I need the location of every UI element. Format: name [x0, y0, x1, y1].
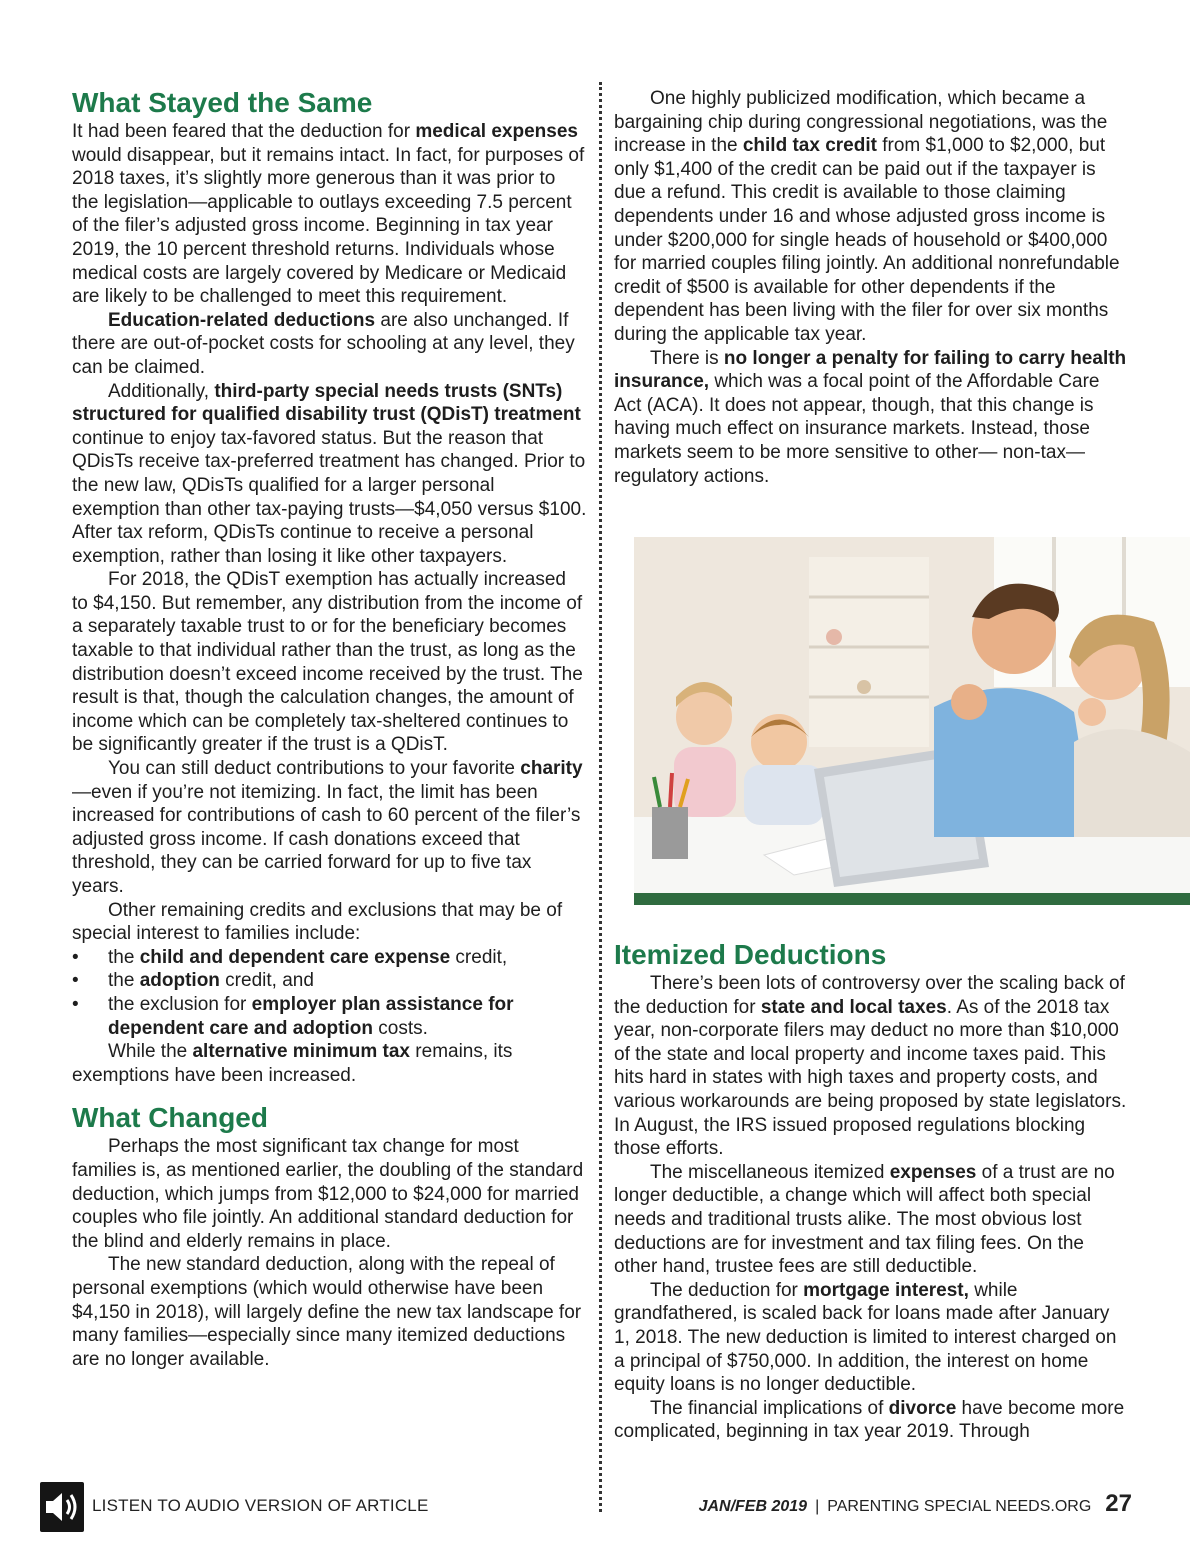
family-photo-icon: [634, 537, 1190, 905]
page-footer: [699, 1490, 1132, 1518]
page-number: 27: [1105, 1490, 1132, 1517]
paragraph-other-credits: Other remaining credits and exclusions that may be of special interest to families include:: [72, 899, 563, 945]
audio-speaker-button[interactable]: [40, 1482, 84, 1532]
paragraph-mortgage-interest: The deduction for mortgage interest, while grandfathered, is scaled back for loans made after January 1, 2018. The new deduction is limited to interest charged on a principal of $750,000. In addition, the interest on home equity loans is no longer deductible.: [614, 1279, 1117, 1396]
right-column-bottom: [614, 938, 1129, 1444]
column-divider: [599, 82, 602, 1512]
list-item: • the exclusion for employer plan assistance for dependent care and adoption costs.: [72, 993, 514, 1039]
paragraph-divorce: The financial implications of divorce have become more complicated, beginning in tax year 2019. Through: [614, 1397, 1125, 1443]
paragraph-salt: There’s been lots of controversy over the scaling back of the deduction for state and local taxes. As of the 2018 tax year, non-corporate filers may deduct no more than $10,000 of the state and local property and income taxes paid. This hits hard in states with high taxes and property costs, and various workarounds are being proposed by state legislators. In August, the IRS issued proposed regulations blocking those efforts.: [614, 973, 1127, 1160]
paragraph-snt: Additionally, third-party special needs trusts (SNTs) structured for qualified disability trust (QDisT) treatment continue to enjoy tax-favored status. But the reason that QDisTs receive tax-preferred treatment has changed. Prior to the new law, QDisTs qualified for a larger personal exemption than other tax-paying trusts—$4,050 versus $100. After tax reform, QDisTs continue to receive a personal exemption, rather than losing it like other taxpayers.: [72, 380, 587, 567]
issue-date: JAN/FEB 2019: [698, 1498, 808, 1515]
paragraph-trust-expenses: The miscellaneous itemized expenses of a trust are no longer deductible, a change which will affect both special needs and traditional trusts alike. The most obvious lost deductions are for investment and tax filing fees. On the other hand, trustee fees are still deductible.: [614, 1161, 1115, 1278]
right-column-top: [614, 87, 1129, 488]
paragraph-health-insurance: There is no longer a penalty for failing to carry health insurance, which was a focal point of the Affordable Care Act (ACA). It does not appear, though, that this change is having much effect on insurance markets. Instead, those markets seem to be more sensitive to other— non-tax— regulatory actions.: [614, 347, 1127, 487]
paragraph-qdist-2018: For 2018, the QDisT exemption has actually increased to $4,150. But remember, any distribution from the income of a separately taxable trust to or for the beneficiary becomes taxable to that individual rather than the trust, as long as the distribution doesn’t exceed income received by the trust. The result is that, though the calculation changes, the amount of income which can be completely tax-sheltered continues to be significantly greater if the trust is a QDisT.: [72, 569, 583, 756]
list-item: • the child and dependent care expense credit,: [72, 946, 508, 968]
paragraph-new-standard-deduction: The new standard deduction, along with the repeal of personal exemptions (which would otherwise have been $4,150 in 2018), will largely define the new tax landscape for many families—especially since many itemized deductions are no longer available.: [72, 1254, 582, 1370]
paragraph-education: Education-related deductions are also unchanged. If there are out-of-pocket costs for schooling at any level, they can be claimed.: [72, 309, 575, 378]
family-photo: [634, 537, 1190, 905]
footer-separator: |: [815, 1498, 820, 1515]
speaker-icon: [40, 1482, 84, 1532]
paragraph-standard-deduction: Perhaps the most significant tax change for most families is, as mentioned earlier, the doubling of the standard deduction, which jumps from $12,000 to $24,000 for married couples who file jointly. An additional standard deduction for the blind and elderly remains in place.: [72, 1136, 584, 1252]
paragraph-child-tax-credit: One highly publicized modification, which became a bargaining chip during congressional negotiations, was the increase in the child tax credit from $1,000 to $2,000, but only $1,400 of the credit can be paid out if the taxpayer is due a refund. This credit is available to those claiming dependents under 16 and whose adjusted gross income is under $200,000 for single heads of household or $400,000 for married couples filing jointly. An additional nonrefundable credit of $500 is available for other dependents if the dependent has been living with the filer for over six months during the applicable tax year.: [614, 88, 1120, 345]
listen-audio-link[interactable]: LISTEN TO AUDIO VERSION OF ARTICLE: [92, 1496, 429, 1515]
credits-list: [72, 946, 587, 1040]
paragraph-medical-expenses: It had been feared that the deduction for medical expenses would disappear, but it remains intact. In fact, for purposes of 2018 taxes, it’s slightly more generous than it was prior to the legislation—applicable to outlays exceeding 7.5 percent of the filer’s adjusted gross income. Beginning in tax year 2019, the 10 percent threshold returns. Individuals whose medical costs are largely covered by Medicare or Medicaid are likely to be challenged to meet this requirement.: [72, 121, 585, 308]
left-column: [72, 86, 587, 1371]
heading-what-changed: What Changed: [72, 1102, 268, 1134]
heading-what-stayed-the-same: What Stayed the Same: [72, 87, 373, 118]
list-item: • the adoption credit, and: [72, 970, 314, 992]
heading-itemized-deductions: Itemized Deductions: [614, 939, 887, 970]
paragraph-amt: While the alternative minimum tax remains, its exemptions have been increased.: [72, 1041, 513, 1086]
paragraph-charity: You can still deduct contributions to your favorite charity—even if you’re not itemizing. In fact, the limit has been increased for contributions of cash to 60 percent of the filer’s adjusted gross income. If cash donations exceed that threshold, they can be carried forward for up to five tax years.: [72, 758, 583, 897]
site-name: PARENTING SPECIAL NEEDS.ORG: [827, 1498, 1092, 1515]
